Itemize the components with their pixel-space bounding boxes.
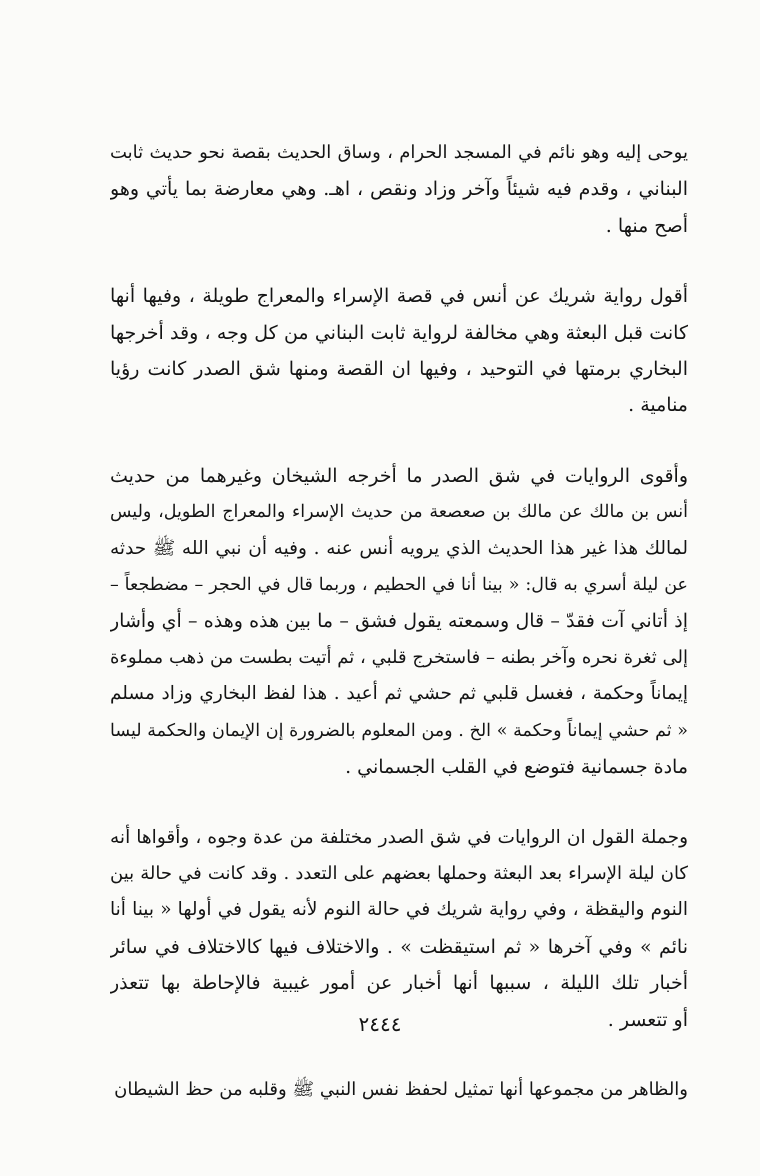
text-line: وأقوى الروايات في شق الصدر ما أخرجه الشيخان وغيرهما من حديث (110, 464, 688, 487)
text-line: منامية . (628, 394, 688, 417)
text-line: إلى ثغرة نحره وآخر بطنه – فاستخرج قلبي ، ثم أتيت بطست من ذهب مملوءة (110, 646, 688, 668)
text-line: أو تتعسر . (607, 1008, 688, 1031)
text-line: كان ليلة الإسراء بعد البعثة وحملها بعضهم على التعدد . وقد كانت في حالة بين (110, 862, 688, 884)
paragraph (110, 820, 688, 1038)
paragraph (110, 278, 688, 424)
paragraph (110, 1072, 688, 1108)
text-line: عن ليلة أسري به قال: « بينا أنا في الحطيم ، وربما قال في الحجر – مضطجعاً – (110, 575, 688, 596)
text-line: وجملة القول ان الروايات في شق الصدر مختلفة من عدة وجوه ، وأقواها أنه (110, 826, 688, 848)
text-line: كانت قبل البعثة وهي مخالفة لرواية ثابت البناني من كل وجه ، وقد أخرجها (110, 321, 688, 344)
text-line: أقول رواية شريك عن أنس في قصة الإسراء والمعراج طويلة ، وفيها أنها (110, 285, 688, 308)
text-line: « ثم حشي إيماناً وحكمة » الخ . ومن المعلوم بالضرورة إن الإيمان والحكمة ليسا (110, 720, 688, 741)
text-line: نائم » وفي آخرها « ثم استيقظت » . والاختلاف فيها كالاختلاف في سائر (110, 935, 688, 958)
text-line: النوم واليقظة ، وفي رواية شريك في حالة النوم لأنه يقول في أولها « بينا أنا (110, 899, 688, 921)
page-number: ٢٤٤٤ (358, 1012, 402, 1036)
text-line: البخاري برمتها في التوحيد ، وفيها ان القصة ومنها شق الصدر كانت رؤيا (110, 358, 688, 381)
text-line: مادة جسمانية فتوضع في القلب الجسماني . (345, 756, 688, 779)
text-line: إذ أتاني آت فقدّ – قال وسمعته يقول فشق – ما بين هذه وهذه – أي وأشار (110, 610, 688, 633)
text-line: لمالك هذا غير هذا الحديث الذي يرويه أنس عنه . وفيه أن نبي الله ﷺ حدثه (110, 537, 688, 559)
paragraph (110, 135, 688, 244)
text-line: البناني ، وقدم فيه شيئاً وآخر وزاد ونقص ، اهـ. وهي معارضة بما يأتي وهو (110, 178, 688, 201)
paragraph (110, 458, 688, 786)
text-line: أصح منها . (605, 214, 688, 237)
text-line: والظاهر من مجموعها أنها تمثيل لحفظ نفس النبي ﷺ وقلبه من حظ الشيطان (114, 1078, 688, 1100)
text-line: يوحى إليه وهو نائم في المسجد الحرام ، وساق الحديث بقصة نحو حديث ثابت (110, 142, 688, 163)
body-text (110, 135, 688, 1142)
text-line: إيماناً وحكمة ، فغسل قلبي ثم حشي ثم أعيد . هذا لفظ البخاري وزاد مسلم (110, 683, 688, 705)
text-line: أخبار تلك الليلة ، سببها أنها أخبار عن أمور غيبية فالإحاطة بها تتعذر (110, 972, 688, 995)
text-line: أنس بن مالك عن مالك بن صعصعة من حديث الإسراء والمعراج الطويل، وليس (110, 502, 688, 523)
